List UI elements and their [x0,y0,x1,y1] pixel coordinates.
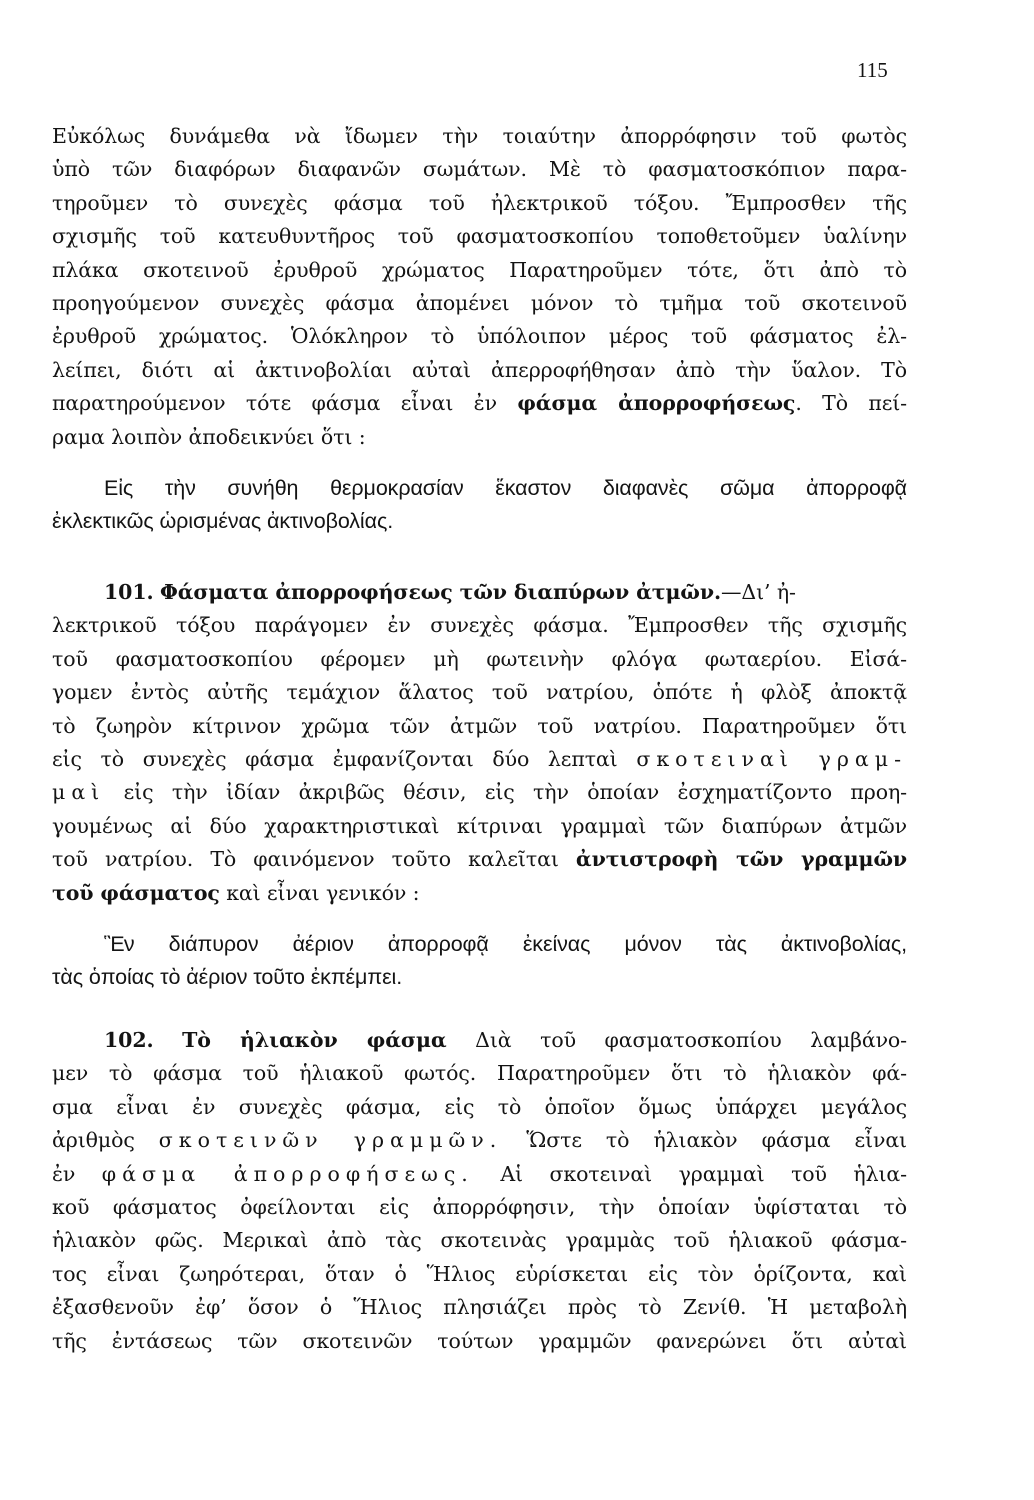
text-line: λείπει, διότι αἱ ἀκτινοβολίαι αὐταὶ ἀπερροφήθησαν ἀπὸ τὴν ὕαλον. Τὸ [52,357,907,382]
text-line: πλάκα σκοτεινοῦ ἐρυθροῦ χρώματος Παρατηροῦμεν τότε, ὅτι ἀπὸ τὸ [52,257,907,282]
term-absorption-spectrum: φάσμα ἀπορροφήσεως [517,391,796,416]
text-line: ὑπὸ τῶν διαφόρων διαφανῶν σωμάτων. Μὲ τὸ φασματοσκόπιον παρα- [52,157,907,182]
text-line: τηροῦμεν τὸ συνεχὲς φάσμα τοῦ ἠλεκτρικοῦ τόξου. Ἔμπροσθεν τῆς [52,190,907,215]
text-line [52,743,907,776]
section-title: Τὸ ἡλιακὸν φάσμα [182,1028,447,1052]
section-101 [52,576,907,910]
text-segment: εἰς τὴν ἰδίαν ἀκριβῶς θέσιν, εἰς τὴν ὁποίαν ἐσχηματίζοντο προη- [123,780,907,805]
rule-statement-1 [52,472,907,539]
text-line: Εἰς τὴν συνήθη θερμοκρασίαν ἕκαστον διαφανὲς σῶμα ἀπορροφᾷ [104,476,907,500]
section-102 [52,1024,907,1358]
term-line-reversal-cont: τοῦ φάσματος [52,880,220,905]
text-line [52,387,907,420]
page-number: 115 [857,58,888,82]
text-line: Εὐκόλως δυνάμεθα νὰ ἴδωμεν τὴν τοιαύτην ἀπορρόφησιν τοῦ φωτὸς [52,124,907,148]
section-number: 101. [104,580,154,604]
text-segment: καὶ εἶναι γενικόν : [226,880,420,905]
text-segment: ἐν [52,1161,76,1186]
text-segment: . Τὸ πεί- [795,391,907,416]
text-line: σχισμῆς τοῦ κατευθυντῆρος τοῦ φασματοσκοπίου τοποθετοῦμεν ὑαλίνην [52,224,907,249]
paragraph-intro [52,120,907,454]
text-segment: Διὰ τοῦ φασματοσκοπίου λαμβάνο- [475,1028,907,1052]
text-line: μεν τὸ φάσμα τοῦ ἡλιακοῦ φωτός. Παρατηροῦμεν ὅτι τὸ ἡλιακὸν φά- [52,1061,907,1086]
text-line: τοῦ φασματοσκοπίου φέρομεν μὴ φωτεινὴν φλόγα φωταερίου. Εἰσά- [52,646,907,671]
text-segment: Αἱ σκοτειναὶ γραμμαὶ τοῦ ἡλια- [500,1161,907,1186]
text-segment: ἀριθμὸς [52,1128,135,1153]
section-heading-line [52,576,907,609]
text-line: ἐξασθενοῦν ἐφ’ ὅσον ὁ Ἥλιος πλησιάζει πρὸς τὸ Ζενίθ. Ἡ μεταβολὴ [52,1295,907,1320]
text-line: γουμένως αἱ δύο χαρακτηριστικαὶ κίτριναι γραμμαὶ τῶν διαπύρων ἀτμῶν [52,813,907,838]
text-line: γομεν ἐντὸς αὐτῆς τεμάχιον ἅλατος τοῦ νατρίου, ὁπότε ἡ φλὸξ ἀποκτᾷ [52,680,907,705]
text-line: λεκτρικοῦ τόξου παράγομεν ἐν συνεχὲς φάσμα. Ἔμπροσθεν τῆς σχισμῆς [52,613,907,638]
spaced-emphasis: φάσμα ἀπορροφήσεως. [101,1161,474,1186]
text-segment: παρατηρούμενον τότε φάσμα εἶναι ἐν [52,391,497,416]
text-line [52,1158,907,1191]
section-number: 102. [104,1028,154,1052]
text-line [52,1124,907,1157]
spaced-emphasis: σκοτεινῶν γραμμῶν. [158,1128,503,1153]
spaced-emphasis: μαὶ [52,780,106,805]
text-line: ἐκλεκτικῶς ὡρισμένας ἀκτινοβολίας. [52,509,394,534]
text-line: τὰς ὁποίας τὸ ἀέριον τοῦτο ἐκπέμπει. [52,965,403,990]
text-line: Ἓν διάπυρον ἀέριον ἀπορροφᾷ ἐκείνας μόνον τὰς ἀκτινοβολίας, [104,932,907,956]
text-line: ραμα λοιπὸν ἀποδεικνύει ὅτι : [52,424,366,449]
text-line [52,776,907,809]
text-line: προηγούμενον συνεχὲς φάσμα ἀπομένει μόνον τὸ τμῆμα τοῦ σκοτεινοῦ [52,290,907,315]
spaced-emphasis: σκοτειναὶ γραμ- [636,746,907,771]
text-line [52,843,907,876]
section-title: Φάσματα ἀπορροφήσεως τῶν διαπύρων ἀτμῶν. [159,580,721,604]
text-segment: Ὥστε τὸ ἡλιακὸν φάσμα εἶναι [526,1128,907,1153]
text-line: σμα εἶναι ἐν συνεχὲς φάσμα, εἰς τὸ ὁποῖον ὅμως ὑπάρχει μεγάλος [52,1094,907,1119]
text-line: τῆς ἐντάσεως τῶν σκοτεινῶν τούτων γραμμῶν φανερώνει ὅτι αὐταὶ [52,1328,907,1353]
text-line: τὸ ζωηρὸν κίτρινον χρῶμα τῶν ἀτμῶν τοῦ νατρίου. Παρατηροῦμεν ὅτι [52,713,907,738]
section-heading-line [52,1024,907,1057]
term-line-reversal: ἀντιστροφὴ τῶν γραμμῶν [575,847,907,872]
rule-statement-2 [52,928,907,995]
text-line: τος εἶναι ζωηρότεραι, ὅταν ὁ Ἥλιος εὑρίσκεται εἰς τὸν ὁρίζοντα, καὶ [52,1261,907,1286]
text-line: κοῦ φάσματος ὀφείλονται εἰς ἀπορρόφησιν, τὴν ὁποίαν ὑφίσταται τὸ [52,1194,907,1219]
text-segment: —Δι’ ἠ- [721,580,796,604]
text-segment: τοῦ νατρίου. Τὸ φαινόμενον τοῦτο καλεῖται [52,847,559,872]
text-segment: εἰς τὸ συνεχὲς φάσμα ἐμφανίζονται δύο λεπταὶ [52,746,618,771]
text-line: ἐρυθροῦ χρώματος. Ὁλόκληρον τὸ ὑπόλοιπον μέρος τοῦ φάσματος ἐλ- [52,324,907,349]
text-line [52,877,907,910]
text-line: ἡλιακὸν φῶς. Μερικαὶ ἀπὸ τὰς σκοτεινὰς γραμμὰς τοῦ ἡλιακοῦ φάσμα- [52,1228,907,1253]
